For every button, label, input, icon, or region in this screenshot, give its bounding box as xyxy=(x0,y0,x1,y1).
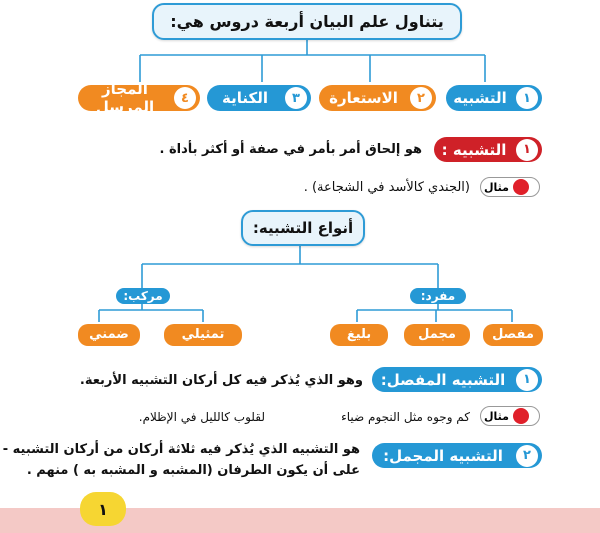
type-tamthili: تمثيلي xyxy=(164,324,242,346)
lesson-label: الاستعارة xyxy=(329,89,398,107)
example-label: مثال xyxy=(484,180,509,194)
red-dot-icon xyxy=(513,408,529,424)
summary-line-1: هو التشبيه الذي يُذكر فيه ثلاثة أركان من أركان التشبيه - xyxy=(2,442,360,457)
lesson-pill-majaz xyxy=(78,80,200,116)
type-mufassal: مفصل xyxy=(483,324,543,346)
type-baligh: بليغ xyxy=(330,324,388,346)
detailed-heading xyxy=(372,367,542,392)
lesson-label: التشبيه xyxy=(453,89,507,107)
summary-label: التشبيه المجمل: xyxy=(383,446,503,465)
lesson-pill-tashbih xyxy=(446,85,542,111)
definition-number: ١ xyxy=(516,139,538,161)
lesson-number: ٤ xyxy=(174,87,196,109)
lesson-label: الكناية xyxy=(222,89,268,107)
detailed-example-2: لقلوب كالليل في الإظلام. xyxy=(138,410,265,424)
types-title: أنواع التشبيه: xyxy=(241,210,365,246)
summary-line-2: على أن يكون الطرفان (المشبه و المشبه به ) منهم . xyxy=(26,463,360,478)
example-badge xyxy=(480,177,540,197)
page-number: ١ xyxy=(98,499,108,519)
compound-header: مركب: xyxy=(116,288,170,304)
detailed-example-1: كم وجوه مثل النجوم ضياء xyxy=(341,410,470,424)
lesson-pill-kinaya xyxy=(207,85,311,111)
summary-number: ٢ xyxy=(516,445,538,467)
definition-heading xyxy=(434,137,542,162)
detailed-label: التشبيه المفصل: xyxy=(380,370,506,389)
summary-heading xyxy=(372,443,542,468)
lesson-label: المجاز المرسل xyxy=(95,80,155,116)
type-dimni: ضمني xyxy=(78,324,140,346)
definition-label: التشبيه : xyxy=(441,140,507,159)
lesson-number: ٢ xyxy=(410,87,432,109)
lesson-number: ٣ xyxy=(285,87,307,109)
definition-text: هو إلحاق أمر بأمر في صفة أو أكثر بأداة . xyxy=(159,142,422,157)
detailed-text: وهو الذي يُذكر فيه كل أركان التشبيه الأربعة. xyxy=(79,373,363,388)
example-text: (الجندي كالأسد في الشجاعة) . xyxy=(303,180,470,195)
single-header: مفرد: xyxy=(410,288,466,304)
example-badge-2 xyxy=(480,406,540,426)
page-title: يتناول علم البيان أربعة دروس هي: xyxy=(152,3,462,40)
page-number-badge xyxy=(80,492,126,526)
type-mujmal: مجمل xyxy=(404,324,470,346)
example-label-2: مثال xyxy=(484,409,509,423)
detailed-number: ١ xyxy=(516,369,538,391)
lesson-number: ١ xyxy=(516,87,538,109)
lesson-pill-istiara xyxy=(319,85,436,111)
red-dot-icon xyxy=(513,179,529,195)
